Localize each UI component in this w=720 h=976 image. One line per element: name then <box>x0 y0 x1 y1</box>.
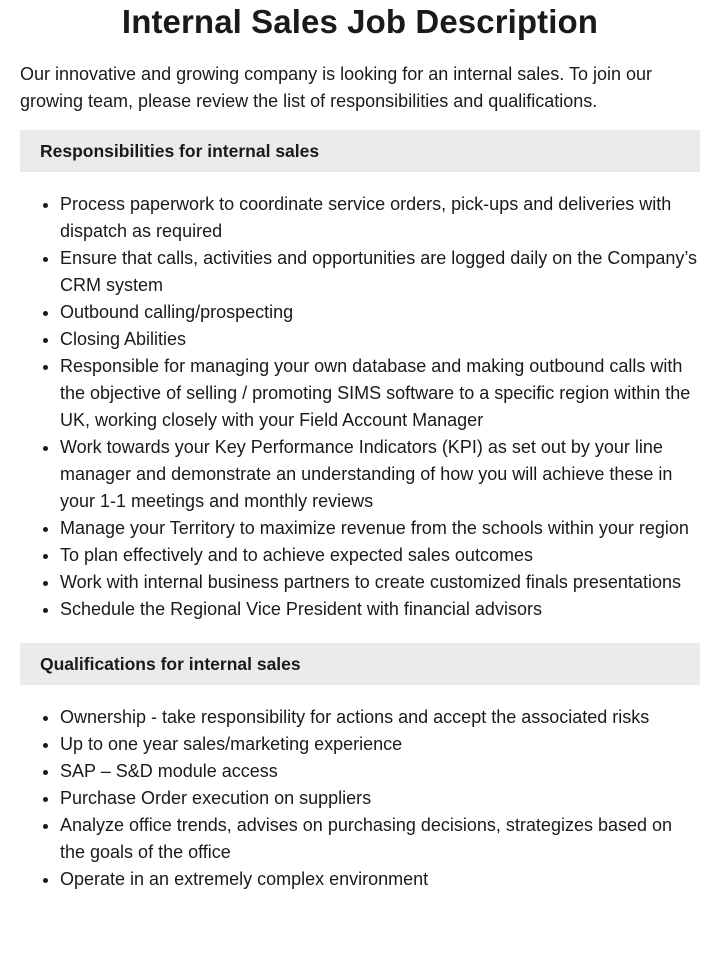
qualifications-heading: Qualifications for internal sales <box>20 643 700 685</box>
qualifications-list <box>20 704 700 893</box>
list-item: • Process paperwork to coordinate service orders, pick-ups and deliveries with dispatch as required <box>60 191 700 245</box>
list-item: • Ensure that calls, activities and opportunities are logged daily on the Company’s CRM system <box>60 245 700 299</box>
responsibilities-heading: Responsibilities for internal sales <box>20 130 700 172</box>
list-item: • Manage your Territory to maximize revenue from the schools within your region <box>60 515 700 542</box>
list-item: • Schedule the Regional Vice President with financial advisors <box>60 596 700 623</box>
list-item: • Closing Abilities <box>60 326 700 353</box>
list-item: • Outbound calling/prospecting <box>60 299 700 326</box>
list-item: • Responsible for managing your own database and making outbound calls with the objective of selling / promoting SIMS software to a specific region within the UK, working closely with your Field Account Manager <box>60 353 700 434</box>
list-item: • Purchase Order execution on suppliers <box>60 785 700 812</box>
list-item: • Work with internal business partners to create customized finals presentations <box>60 569 700 596</box>
intro-paragraph: Our innovative and growing company is looking for an internal sales. To join our growing team, please review the list of responsibilities and qualifications. <box>20 64 653 111</box>
list-item: • Up to one year sales/marketing experience <box>60 731 700 758</box>
list-item: • Ownership - take responsibility for actions and accept the associated risks <box>60 704 700 731</box>
list-item: • To plan effectively and to achieve expected sales outcomes <box>60 542 700 569</box>
list-item: • Operate in an extremely complex environment <box>60 866 700 893</box>
list-item: • Analyze office trends, advises on purchasing decisions, strategizes based on the goals of the office <box>60 812 700 866</box>
list-item: • SAP – S&D module access <box>60 758 700 785</box>
responsibilities-list <box>20 191 700 623</box>
page-title: Internal Sales Job Description <box>121 3 599 40</box>
list-item: • Work towards your Key Performance Indicators (KPI) as set out by your line manager and demonstrate an understanding of how you will achieve these in your 1-1 meetings and monthly reviews <box>60 434 700 515</box>
